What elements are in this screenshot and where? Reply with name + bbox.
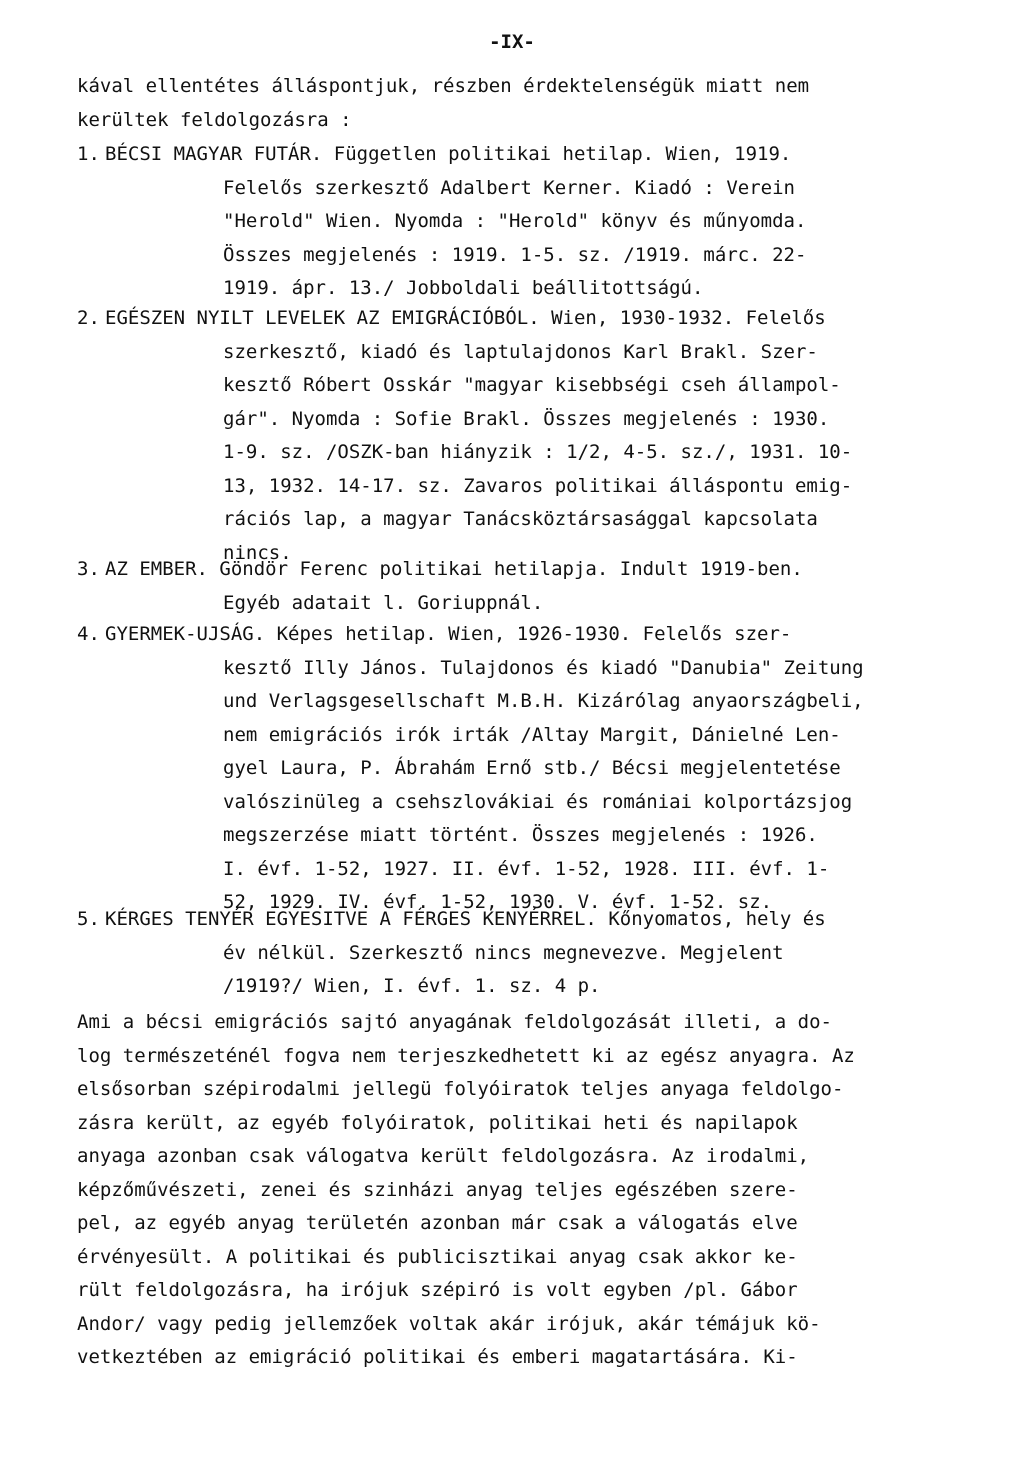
entry-line: 1919. ápr. 13./ Jobboldali beállitottságú. xyxy=(223,277,704,299)
paragraph-line: Andor/ vagy pedig jellemzőek voltak akár irójuk, akár témájuk kö- xyxy=(77,1312,821,1335)
entry-line: gár". Nyomda : Sofie Brakl. Összes megjelenés : 1930. xyxy=(223,407,830,430)
intro-line: kerültek feldolgozásra : xyxy=(77,108,352,131)
body-paragraph xyxy=(77,1006,957,1375)
entry-line: kesztő Illy János. Tulajdonos és kiadó "Danubia" Zeitung xyxy=(223,656,864,679)
entry-line: 1-9. sz. /OSZK-ban hiányzik : 1/2, 4-5. sz./, 1931. 10- xyxy=(223,441,853,463)
paragraph-line: képzőművészeti, zenei és szinházi anyag teljes egészében szere- xyxy=(77,1178,798,1201)
entry-line: 52, 1929. IV. évf. 1-52, 1930. V. évf. 1-52. sz. xyxy=(223,891,773,913)
entry-line: /1919?/ Wien, I. évf. 1. sz. 4 p. xyxy=(223,975,601,997)
entry-line: szerkesztő, kiadó és laptulajdonos Karl Brakl. Szer- xyxy=(223,340,818,363)
entry-line: gyel Laura, P. Ábrahám Ernő stb./ Bécsi megjelentetése xyxy=(223,757,841,779)
paragraph-line: pel, az egyéb anyag területén azonban már csak a válogatás elve xyxy=(77,1212,798,1234)
entry-line: Felelős szerkesztő Adalbert Kerner. Kiadó : Verein xyxy=(223,176,795,199)
paragraph-line: anyaga azonban csak válogatva került feldolgozásra. Az irodalmi, xyxy=(77,1145,810,1167)
entry-line: BÉCSI MAGYAR FUTÁR. Független politikai hetilap. Wien, 1919. xyxy=(105,143,792,165)
entry-line: nincs. xyxy=(223,541,292,564)
paragraph-line: vetkeztében az emigráció politikai és emberi magatartására. Ki- xyxy=(77,1346,798,1368)
entry-number: 1. xyxy=(77,143,100,165)
entry-line: kesztő Róbert Osskár "magyar kisebbségi cseh állampol- xyxy=(223,374,841,396)
entry-line: "Herold" Wien. Nyomda : "Herold" könyv és műnyomda. xyxy=(223,210,807,232)
intro-text xyxy=(77,70,937,137)
entry-line: und Verlagsgesellschaft M.B.H. Kizárólag anyaországbeli, xyxy=(223,690,864,712)
entry-line: GYERMEK-UJSÁG. Képes hetilap. Wien, 1926-1930. Felelős szer- xyxy=(105,623,792,645)
paragraph-line: érvényesült. A politikai és publicisztikai anyag csak akkor ke- xyxy=(77,1245,798,1268)
page-number: -IX- xyxy=(489,31,535,53)
entry-line: rációs lap, a magyar Tanácsköztársasággal kapcsolata xyxy=(223,508,818,530)
entry-line: év nélkül. Szerkesztő nincs megnevezve. Megjelent xyxy=(223,941,784,964)
entry-number: 4. xyxy=(77,623,100,645)
entry-line: I. évf. 1-52, 1927. II. évf. 1-52, 1928. III. évf. 1- xyxy=(223,857,830,880)
paragraph-line: log természeténél fogva nem terjeszkedhetett ki az egész anyagra. Az xyxy=(77,1044,855,1067)
paragraph-line: elsősorban szépirodalmi jellegü folyóiratok teljes anyaga feldolgo- xyxy=(77,1078,844,1100)
entry-line: megszerzése miatt történt. Összes megjelenés : 1926. xyxy=(223,824,818,846)
entry-line: KÉRGES TENYÉR EGYESITVE A FÉRGES KENYÉRREL. Kőnyomatos, hely és xyxy=(105,908,826,930)
paragraph-line: rült feldolgozásra, ha irójuk szépiró is volt egyben /pl. Gábor xyxy=(77,1279,798,1301)
intro-line: kával ellentétes álláspontjuk, részben érdektelenségük miatt nem xyxy=(77,75,810,97)
entry-line: EGÉSZEN NYILT LEVELEK AZ EMIGRÁCIÓBÓL. Wien, 1930-1932. Felelős xyxy=(105,307,826,329)
entry-line: 13, 1932. 14-17. sz. Zavaros politikai álláspontu emig- xyxy=(223,474,853,497)
entry-number: 2. xyxy=(77,307,100,329)
entry-number: 5. xyxy=(77,908,100,930)
paragraph-line: Ami a bécsi emigrációs sajtó anyagának feldolgozását illeti, a do- xyxy=(77,1011,832,1033)
entry-line: Egyéb adatait l. Goriuppnál. xyxy=(223,591,544,614)
entry-line: nem emigrációs irók irták /Altay Margit, Dánielné Len- xyxy=(223,723,841,746)
paragraph-line: zásra került, az egyéb folyóiratok, politikai heti és napilapok xyxy=(77,1111,798,1134)
entry-line: AZ EMBER. Göndör Ferenc politikai hetilapja. Indult 1919-ben. xyxy=(105,558,803,580)
entry-line: Összes megjelenés : 1919. 1-5. sz. /1919. márc. 22- xyxy=(223,243,807,266)
entry-number: 3. xyxy=(77,558,100,580)
entry-line: valószinüleg a csehszlovákiai és romániai kolportázsjog xyxy=(223,790,853,813)
